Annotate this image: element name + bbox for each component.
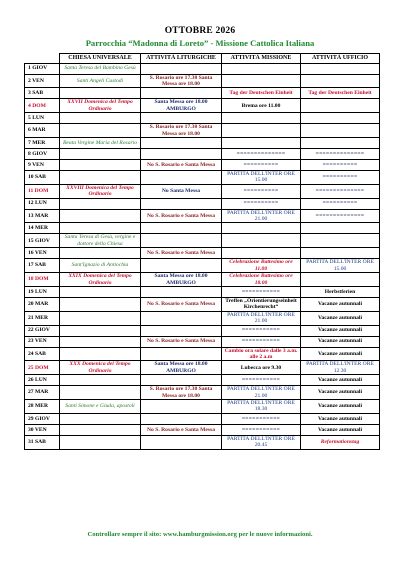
cell-missione: Lubecca ore 9.30 — [222, 361, 301, 375]
cell-chiesa: Sant'Ignazio di Antiochia — [60, 259, 141, 273]
cell-chiesa: XXVIII Domenica del Tempo Ordinario — [60, 184, 141, 198]
cell-missione: =========== — [222, 286, 301, 297]
cell-ufficio: Herbstferien — [301, 286, 380, 297]
table-row — [25, 209, 380, 223]
cell-chiesa — [60, 424, 141, 435]
cell-missione: Cambio ora solare dalle 3 a.m. alle 2 a.m — [222, 347, 301, 361]
cell-missione: PARTITA DELL'INTER ORE 21.00 — [222, 311, 301, 325]
cell-chiesa — [60, 171, 141, 185]
cell-liturgiche — [141, 413, 222, 424]
table-row — [25, 386, 380, 400]
cell-ufficio: Vacanze autunnali — [301, 386, 380, 400]
cell-liturgiche: No S. Rosario e Santa Messa — [141, 424, 222, 435]
cell-chiesa — [60, 336, 141, 347]
cell-chiesa: Santa Teresa del Bambino Gesù — [60, 63, 141, 74]
cell-missione: =========== — [222, 413, 301, 424]
cell-ufficio: ============== — [301, 209, 380, 223]
cell-date: 24 SAB — [25, 347, 60, 361]
cell-liturgiche — [141, 198, 222, 209]
cell-ufficio: ========== — [301, 160, 380, 171]
cell-chiesa — [60, 297, 141, 311]
cell-chiesa: XXIX Domenica del Tempo Ordinario — [60, 273, 141, 287]
cell-ufficio — [301, 234, 380, 248]
table-row — [25, 184, 380, 198]
cell-date: 4 DOM — [25, 99, 60, 113]
cell-date: 28 MER — [25, 399, 60, 413]
cell-ufficio: ============== — [301, 149, 380, 160]
cell-chiesa — [60, 88, 141, 99]
table-row — [25, 325, 380, 336]
table-row — [25, 171, 380, 185]
cell-date: 21 MER — [25, 311, 60, 325]
table-row — [25, 138, 380, 149]
table-row — [25, 198, 380, 209]
cell-liturgiche — [141, 375, 222, 386]
cell-ufficio: Vacanze autunnali — [301, 297, 380, 311]
cell-liturgiche: S. Rosario ore 17.30 Santa Messa ore 18.00 — [141, 124, 222, 138]
cell-missione: Tag der Deutschen Einheit — [222, 88, 301, 99]
cell-chiesa — [60, 124, 141, 138]
cell-chiesa — [60, 286, 141, 297]
cell-ufficio: PARTITA DELL'INTER ORE 15.00 — [301, 259, 380, 273]
cell-missione — [222, 138, 301, 149]
cell-chiesa: Beata Vergine Maria del Rosario — [60, 138, 141, 149]
cell-ufficio — [301, 113, 380, 124]
cell-chiesa: XXX Domenica del Tempo Ordinario — [60, 361, 141, 375]
header-attivita-liturgiche: ATTIVITÀ LITURGICHE — [141, 54, 222, 64]
cell-ufficio — [301, 248, 380, 259]
cell-ufficio: ============== — [301, 184, 380, 198]
cell-liturgiche — [141, 234, 222, 248]
table-row — [25, 424, 380, 435]
table-row — [25, 63, 380, 74]
cell-ufficio: ========== — [301, 198, 380, 209]
calendar-body — [25, 63, 380, 449]
header-attivita-missione: ATTIVITÀ MISSIONE — [222, 54, 301, 64]
footer-note: Controllare sempre il sito: www.hamburgmission.org per le nuove informazioni. — [87, 531, 313, 538]
table-row — [25, 286, 380, 297]
header-date — [25, 54, 60, 64]
cell-liturgiche — [141, 63, 222, 74]
cell-liturgiche — [141, 88, 222, 99]
cell-missione — [222, 63, 301, 74]
table-row — [25, 399, 380, 413]
cell-liturgiche — [141, 347, 222, 361]
cell-date: 22 GIOV — [25, 325, 60, 336]
parish-subtitle: Parrocchia “Madonna di Loreto” - Missione Cattolica Italiana — [85, 38, 315, 48]
table-row — [25, 297, 380, 311]
cell-date: 18 DOM — [25, 273, 60, 287]
cell-liturgiche: No S. Rosario e Santa Messa — [141, 160, 222, 171]
table-row — [25, 248, 380, 259]
table-row — [25, 336, 380, 347]
cell-liturgiche — [141, 113, 222, 124]
cell-liturgiche: S. Rosario ore 17.30 Santa Messa ore 18.00 — [141, 386, 222, 400]
table-row — [25, 259, 380, 273]
cell-missione: Celebrazione Battesimo ore 18.00 — [222, 273, 301, 287]
cell-date: 26 LUN — [25, 375, 60, 386]
cell-chiesa — [60, 113, 141, 124]
cell-ufficio: PARTITA DELL'INTER ORE 12.30 — [301, 361, 380, 375]
cell-liturgiche — [141, 435, 222, 449]
cell-ufficio: Reformationstag — [301, 435, 380, 449]
cell-chiesa — [60, 149, 141, 160]
cell-date: 12 LUN — [25, 198, 60, 209]
table-row — [25, 74, 380, 88]
cell-date: 25 DOM — [25, 361, 60, 375]
cell-liturgiche — [141, 223, 222, 234]
cell-chiesa — [60, 435, 141, 449]
calendar-table — [24, 53, 380, 450]
table-row — [25, 234, 380, 248]
cell-chiesa — [60, 248, 141, 259]
table-row — [25, 361, 380, 375]
cell-missione: =========== — [222, 375, 301, 386]
cell-chiesa: Santi Angeli Custodi — [60, 74, 141, 88]
table-row — [25, 435, 380, 449]
cell-missione: =========== — [222, 325, 301, 336]
table-row — [25, 149, 380, 160]
table-row — [25, 311, 380, 325]
cell-ufficio — [301, 223, 380, 234]
cell-missione: PARTITA DELL'INTER ORE 21.00 — [222, 209, 301, 223]
cell-chiesa — [60, 223, 141, 234]
cell-missione: PARTITA DELL'INTER ORE 21.00 — [222, 386, 301, 400]
table-row — [25, 413, 380, 424]
cell-missione: PARTITA DELL'INTER ORE 20.45 — [222, 435, 301, 449]
cell-date: 20 MAR — [25, 297, 60, 311]
cell-liturgiche: S. Rosario ore 17.30 Santa Messa ore 18.00 — [141, 74, 222, 88]
table-row — [25, 124, 380, 138]
cell-missione: PARTITA DELL'INTER ORE 15.00 — [222, 171, 301, 185]
cell-chiesa — [60, 160, 141, 171]
cell-date: 2 VEN — [25, 74, 60, 88]
cell-missione — [222, 74, 301, 88]
cell-ufficio — [301, 99, 380, 113]
cell-date: 29 GIOV — [25, 413, 60, 424]
cell-ufficio: Vacanze autunnali — [301, 399, 380, 413]
cell-liturgiche: No S. Rosario e Santa Messa — [141, 209, 222, 223]
cell-liturgiche: Santa Messa ore 18.00 AMBURGO — [141, 361, 222, 375]
cell-liturgiche: No S. Rosario e Santa Messa — [141, 297, 222, 311]
cell-date: 15 GIOV — [25, 234, 60, 248]
cell-liturgiche: No S. Rosario e Santa Messa — [141, 248, 222, 259]
cell-chiesa: Santa Teresa di Gesù, vergine e dottore della Chiesa — [60, 234, 141, 248]
cell-liturgiche — [141, 399, 222, 413]
cell-ufficio — [301, 138, 380, 149]
cell-missione: Brema ore 11.00 — [222, 99, 301, 113]
table-row — [25, 88, 380, 99]
header-chiesa-universale: CHIESA UNIVERSALE — [60, 54, 141, 64]
cell-date: 31 SAB — [25, 435, 60, 449]
cell-liturgiche: Santa Messa ore 18.00 AMBURGO — [141, 99, 222, 113]
table-row — [25, 347, 380, 361]
cell-date: 27 MAR — [25, 386, 60, 400]
cell-missione — [222, 113, 301, 124]
cell-date: 1 GIOV — [25, 63, 60, 74]
cell-chiesa: XXVII Domenica del Tempo Ordinario — [60, 99, 141, 113]
cell-chiesa — [60, 375, 141, 386]
page-title: OTTOBRE 2026 — [164, 26, 236, 36]
cell-date: 17 SAB — [25, 259, 60, 273]
cell-ufficio: Vacanze autunnali — [301, 336, 380, 347]
table-header-row — [25, 54, 380, 64]
cell-chiesa — [60, 311, 141, 325]
cell-liturgiche — [141, 311, 222, 325]
cell-ufficio: Vacanze autunnali — [301, 347, 380, 361]
cell-ufficio: Vacanze autunnali — [301, 325, 380, 336]
table-row — [25, 375, 380, 386]
cell-missione — [222, 234, 301, 248]
cell-chiesa: Santi Simone e Giuda, apostoli — [60, 399, 141, 413]
header-attivita-ufficio: ATTIVITÀ UFFICIO — [301, 54, 380, 64]
cell-date: 11 DOM — [25, 184, 60, 198]
table-row — [25, 160, 380, 171]
cell-date: 30 VEN — [25, 424, 60, 435]
cell-chiesa — [60, 209, 141, 223]
cell-ufficio: ========== — [301, 171, 380, 185]
cell-date: 7 MER — [25, 138, 60, 149]
cell-missione — [222, 124, 301, 138]
cell-liturgiche — [141, 171, 222, 185]
cell-missione: Celebrazione Battesimo ore 11.00 — [222, 259, 301, 273]
cell-chiesa — [60, 198, 141, 209]
cell-missione: ============== — [222, 149, 301, 160]
cell-date: 13 MAR — [25, 209, 60, 223]
cell-liturgiche — [141, 149, 222, 160]
cell-liturgiche — [141, 259, 222, 273]
cell-liturgiche — [141, 286, 222, 297]
cell-date: 5 LUN — [25, 113, 60, 124]
cell-liturgiche — [141, 138, 222, 149]
cell-chiesa — [60, 325, 141, 336]
cell-date: 14 MER — [25, 223, 60, 234]
cell-ufficio: Vacanze autunnali — [301, 311, 380, 325]
table-row — [25, 273, 380, 287]
cell-missione — [222, 248, 301, 259]
cell-liturgiche: Santa Messa ore 18.00 AMBURGO — [141, 273, 222, 287]
cell-date: 8 GIOV — [25, 149, 60, 160]
table-row — [25, 99, 380, 113]
table-row — [25, 223, 380, 234]
cell-ufficio — [301, 63, 380, 74]
cell-chiesa — [60, 347, 141, 361]
cell-ufficio: Tag der Deutschen Einheit — [301, 88, 380, 99]
cell-ufficio — [301, 74, 380, 88]
cell-chiesa — [60, 413, 141, 424]
cell-date: 3 SAB — [25, 88, 60, 99]
cell-liturgiche: No Santa Messa — [141, 184, 222, 198]
cell-missione — [222, 223, 301, 234]
cell-ufficio: Vacanze autunnali — [301, 375, 380, 386]
cell-missione: =========== — [222, 336, 301, 347]
cell-missione: ========== — [222, 184, 301, 198]
cell-missione: ========== — [222, 198, 301, 209]
cell-date: 6 MAR — [25, 124, 60, 138]
cell-ufficio: Vacanze autunnali — [301, 424, 380, 435]
cell-date: 10 SAB — [25, 171, 60, 185]
cell-missione: Treffen „Orientierungseinheit Kirchenrecht“ — [222, 297, 301, 311]
cell-liturgiche: No S. Rosario e Santa Messa — [141, 336, 222, 347]
cell-date: 23 VEN — [25, 336, 60, 347]
cell-missione: PARTITA DELL'INTER ORE 18.30 — [222, 399, 301, 413]
cell-missione: =========== — [222, 424, 301, 435]
cell-liturgiche — [141, 325, 222, 336]
cell-ufficio — [301, 124, 380, 138]
cell-ufficio: Vacanze autunnali — [301, 413, 380, 424]
cell-missione: ========== — [222, 160, 301, 171]
cell-date: 19 LUN — [25, 286, 60, 297]
table-row — [25, 113, 380, 124]
cell-date: 9 VEN — [25, 160, 60, 171]
cell-chiesa — [60, 386, 141, 400]
cell-ufficio — [301, 273, 380, 287]
cell-date: 16 VEN — [25, 248, 60, 259]
